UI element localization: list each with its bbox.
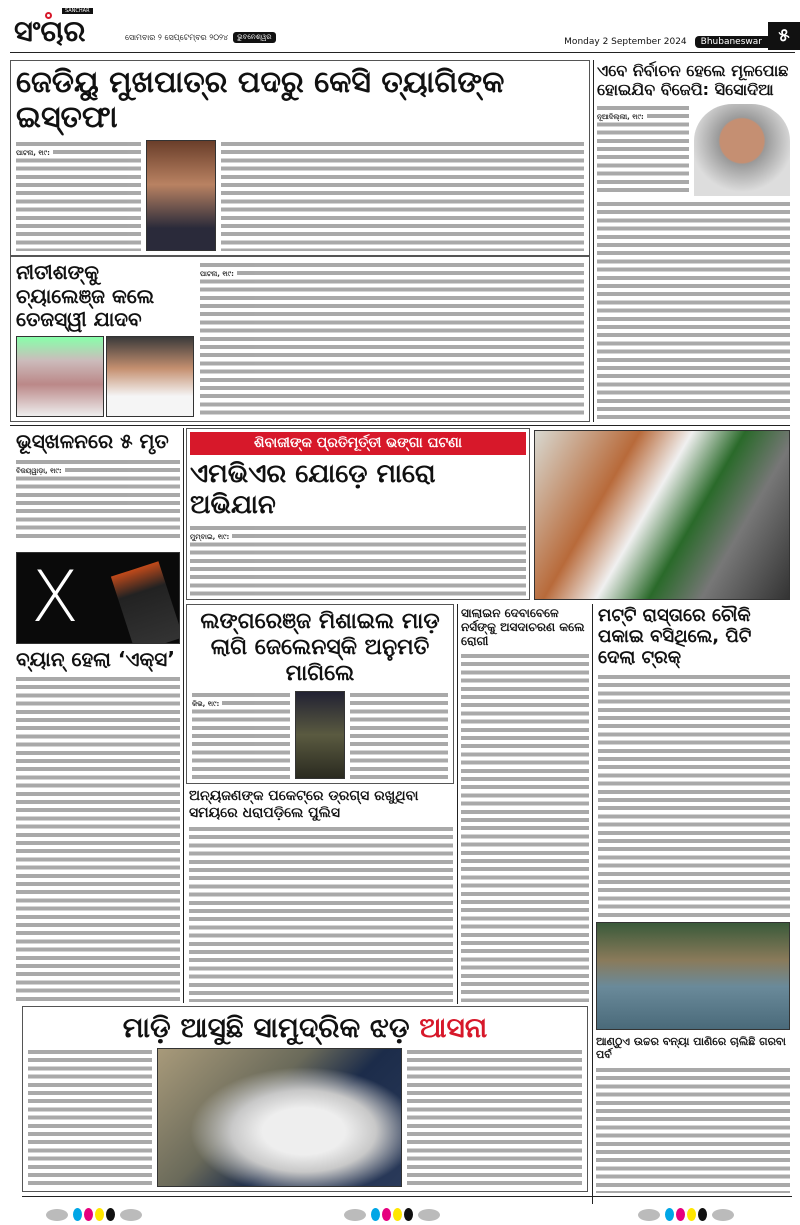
divider-sisodia [593, 60, 594, 422]
body-landslide [16, 458, 180, 542]
photo-cyclone-satellite [157, 1048, 402, 1187]
logo-text: ସଂଚାର [14, 14, 86, 48]
dateline-tyagi: ପାଟନା, ୧ା୯: [16, 149, 53, 158]
logo-tag: SANCHAR [62, 8, 93, 14]
left-column [16, 430, 180, 1002]
body-nurse [461, 652, 589, 1002]
body-tyagi-cols [221, 140, 584, 251]
tejashwi-left [16, 261, 194, 417]
body-flood [596, 1066, 790, 1193]
body-police [189, 825, 453, 1002]
photo-nitish [16, 336, 104, 417]
dateline-landslide: ବିଜୟୱାଡ଼ା, ୧ା୯: [16, 467, 65, 476]
body-cyclone-left [28, 1048, 152, 1187]
headline-shivaji: ଏମଭିଏର ଯୋଡ଼େ ମାରୋ ଅଭିଯାନ [190, 459, 436, 520]
registration-marks-right [634, 1206, 738, 1225]
x-logo-icon: X [31, 555, 79, 638]
photo-shivaji-protest [534, 430, 790, 600]
headline-cyclone-main: ମାଡ଼ି ଆସୁଛି ସାମୁଦ୍ରିକ ଝଡ଼ [122, 1011, 410, 1044]
body-tyagi [16, 140, 141, 251]
photo-tejashwi [106, 336, 194, 417]
photo-zelensky [295, 691, 345, 779]
page-number: ୫ [768, 22, 800, 50]
phone-screen [111, 561, 180, 644]
city-english-badge: Bhubaneswar [695, 36, 768, 48]
body-shivaji [190, 524, 526, 596]
headline-cyclone [28, 1011, 582, 1044]
body-sisodia-2 [597, 200, 790, 420]
story-sisodia [597, 62, 790, 420]
headline-nurse: ସାଲାଇନ ଦେବାବେଳେ ନର୍ସଙ୍କୁ ଅସଦାଚରଣ କଲେ ରୋଗୀ [461, 606, 585, 649]
story-police [189, 788, 453, 1002]
kicker-shivaji: ଶିବାଜୀଙ୍କ ପ୍ରତିମୂର୍ତ୍ତୀ ଭଙ୍ଗା ଘଟଣା [190, 432, 526, 455]
zelensky-content [192, 691, 448, 779]
masthead-date-right [564, 22, 800, 50]
photo-flood-garba [596, 922, 790, 1030]
headline-tejashwi: ନୀତୀଶଙ୍କୁ ଚ୍ୟାଲେଞ୍ଜ କଲେ ତେଜସ୍ୱୀ ଯାଦବ [16, 260, 155, 332]
cyclone-content [28, 1048, 582, 1187]
registration-marks-center [340, 1206, 444, 1225]
headline-tyagi: ଜେଡିୟୁ ମୁଖପାତ୍ର ପଦରୁ କେସି ତ୍ୟାଗିଙ୍କ ଇସ୍ତଫା [16, 65, 505, 136]
body-sisodia [597, 104, 689, 196]
tyagi-content [16, 140, 584, 251]
story-tejashwi [10, 256, 590, 422]
dateline-shivaji: ମୁମ୍ବାଇ, ୧ା୯: [190, 533, 232, 542]
photo-x-logo [16, 552, 180, 644]
story-nurse [461, 606, 589, 1002]
headline-police: ଅନ୍ୟଜଣଙ୍କ ପକେଟ୍‌ରେ ଡ୍ରଗ୍ସ ରଖୁଥିବା ସମୟରେ ଧରାପଡ଼ିଲେ ପୁଲିସ [189, 788, 419, 821]
body-zelensky-2 [350, 691, 448, 779]
headline-x-ban: ବ୍ୟାନ୍ ହେଲା ‘ଏକ୍ସ’ [16, 646, 175, 671]
body-tejashwi [200, 261, 584, 417]
date-odia: ସୋମବାର ୨ ସେପ୍ଟେମ୍ବର ୨୦୨୪ [125, 32, 229, 42]
sisodia-top [597, 104, 790, 196]
story-zelensky [186, 604, 454, 784]
logo [14, 8, 114, 50]
story-tyagi [10, 60, 590, 256]
masthead-date-left [125, 32, 276, 43]
logo-dot-icon [45, 12, 52, 19]
dateline-zelensky: କିଭ, ୧ା୯: [192, 700, 222, 709]
story-truck [598, 605, 790, 917]
story-flood [596, 1036, 790, 1193]
date-english: Monday 2 September 2024 [564, 37, 687, 47]
masthead-rule [10, 52, 795, 53]
headline-sisodia: ଏବେ ନିର୍ବାଚନ ହେଲେ ମୂଳପୋଛ ହୋଇଯିବ ବିଜେପି: ସିସୋଦିଆ [597, 61, 789, 99]
section-rule [10, 425, 790, 426]
photo-kc-tyagi [146, 140, 216, 251]
dateline-sisodia: ନୂଆଦିଲ୍ଲୀ, ୧ା୯: [597, 113, 647, 122]
headline-zelensky: ଲଙ୍ଗରେଞ୍ଜ ମିଶାଇଲ ମାଡ଼ ଲାଗି ଜେଲେନସ୍କି ଅନୁମତି ମାଗିଲେ [200, 609, 440, 686]
body-truck [598, 673, 790, 917]
city-odia-badge: ଭୁବନେଶ୍ୱର [233, 32, 275, 43]
headline-cyclone-accent: ଆସନା [419, 1011, 488, 1044]
story-cyclone [22, 1006, 588, 1192]
tejashwi-photos [16, 336, 194, 417]
body-cyclone-right [407, 1048, 582, 1187]
photo-sisodia [694, 104, 790, 196]
divider-truck [592, 604, 593, 1204]
headline-flood: ଆଣ୍ଠୁଏ ଉଚ୍ଚର ବନ୍ୟା ପାଣିରେ ଚାଲିଛି ଗରବା ପର୍ବ [596, 1035, 786, 1061]
divider-nurse [457, 604, 458, 1004]
footer-rule [22, 1196, 792, 1197]
divider-left [183, 428, 184, 1003]
story-shivaji [186, 428, 530, 600]
body-x-ban [16, 675, 180, 1002]
headline-truck: ମଟ୍ଟି ରାସ୍ତାରେ ଚୌକି ପକାଇ ବସିଥିଲେ, ପିଟି ଦେଲା ଟ୍ରକ୍ [598, 605, 752, 669]
masthead [0, 0, 800, 52]
body-zelensky [192, 691, 290, 779]
headline-landslide: ଭୂସ୍ଖଳନରେ ୫ ମୃତ [16, 429, 169, 453]
registration-marks-left [42, 1206, 146, 1225]
dateline-tejashwi: ପାଟନା, ୧ା୯: [200, 270, 237, 279]
